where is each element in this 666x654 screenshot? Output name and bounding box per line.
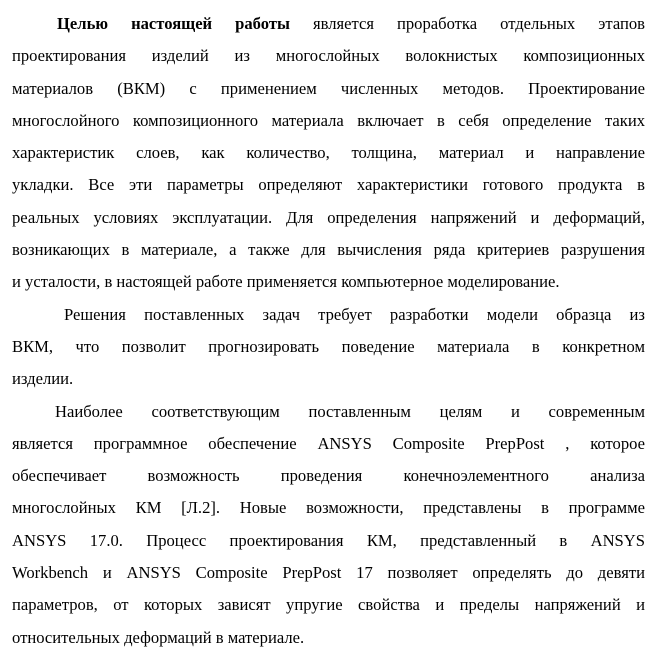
- text-line: Наиболее соответствующим поставленным целям и современным: [55, 401, 645, 421]
- line-text: является проработка отдельных этапов: [289, 14, 645, 33]
- text-line: возникающих в материале, а также для вычисления ряда критериев разрушения: [12, 240, 645, 260]
- text-line: обеспечивает возможность проведения конечноэлементного анализа: [12, 466, 645, 486]
- text-line: и усталости, в настоящей работе применяется компьютерное моделирование.: [12, 272, 560, 292]
- text-line: реальных условиях эксплуатации. Для определения напряжений и деформаций,: [12, 207, 645, 227]
- text-line: материалов (ВКМ) с применением численных методов. Проектирование: [12, 78, 645, 98]
- text-line: многослойного композиционного материала включает в себя определение таких: [12, 110, 645, 130]
- text-line: проектирования изделий из многослойных волокнистых композиционных: [12, 46, 645, 66]
- document-page: [12, 8, 645, 654]
- text-line: является программное обеспечение ANSYS Composite PrepPost , которое: [12, 433, 645, 453]
- text-line: параметров, от которых зависят упругие свойства и пределы напряжений и: [12, 595, 645, 615]
- text-line: [12, 8, 645, 40]
- bold-lead-phrase: Целью настоящей работы: [57, 14, 290, 33]
- text-line: характеристик слоев, как количество, толщина, материал и направление: [12, 143, 645, 163]
- text-line: ANSYS 17.0. Процесс проектирования КМ, представленный в ANSYS: [12, 530, 645, 550]
- text-line: укладки. Все эти параметры определяют характеристики готового продукта в: [12, 175, 645, 195]
- text-line: изделии.: [12, 369, 74, 389]
- text-line: многослойных КМ [Л.2]. Новые возможности, представлены в программе: [12, 498, 645, 518]
- paragraph-software: [12, 396, 645, 654]
- text-line: ВКМ, что позволит прогнозировать поведение материала в конкретном: [12, 336, 645, 356]
- paragraph-model: [12, 299, 645, 396]
- text-line: Workbench и ANSYS Composite PrepPost 17 позволяет определять до девяти: [12, 563, 645, 583]
- paragraph-goal: [12, 8, 645, 299]
- text-line: относительных деформаций в материале.: [12, 627, 305, 647]
- text-line: Решения поставленных задач требует разработки модели образца из: [64, 304, 645, 324]
